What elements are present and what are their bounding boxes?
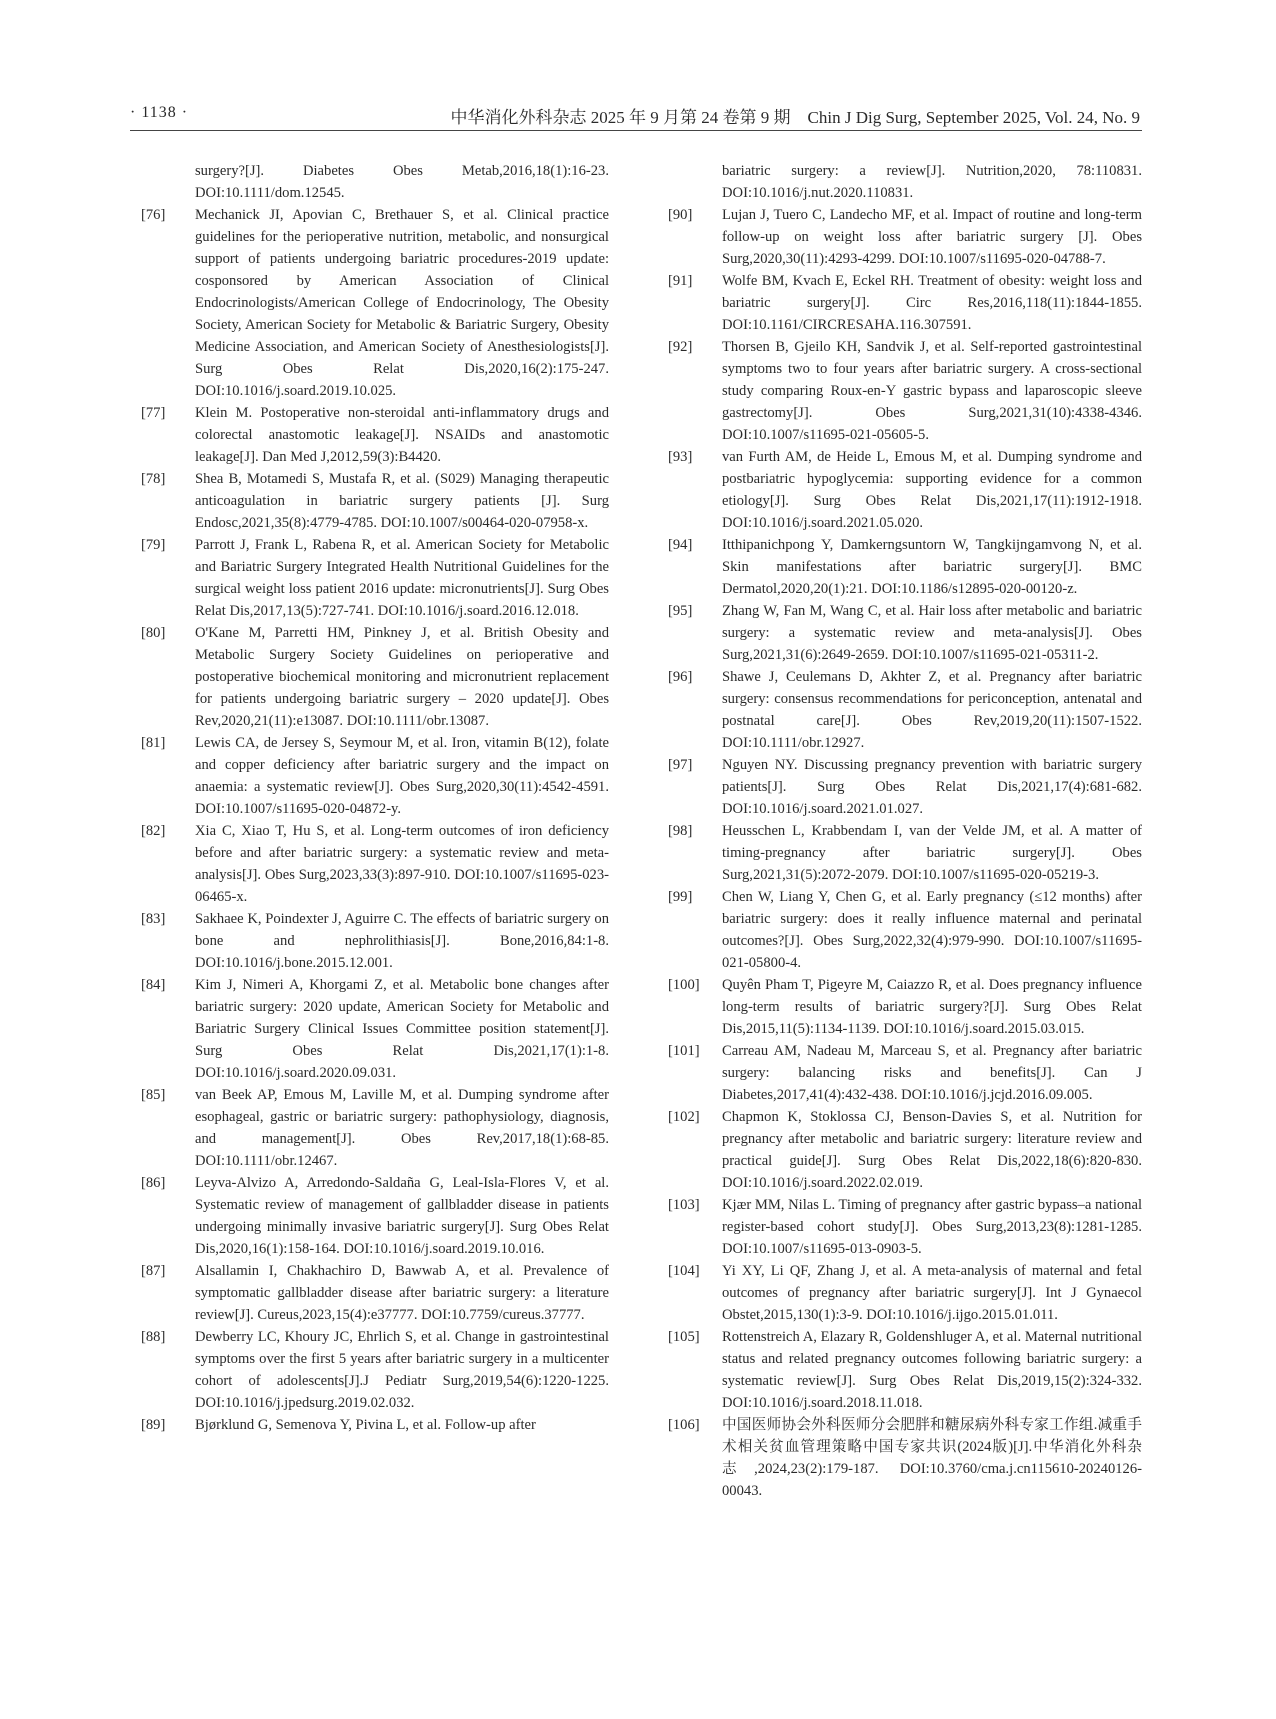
reference-entry xyxy=(141,820,609,908)
reference-entry xyxy=(141,1260,609,1326)
reference-entry xyxy=(668,1414,1142,1502)
reference-number: [84] xyxy=(141,977,166,993)
reference-entry xyxy=(141,732,609,820)
reference-entry xyxy=(668,1194,1142,1260)
reference-number: [103] xyxy=(668,1197,700,1213)
reference-text: van Furth AM, de Heide L, Emous M, et al. Dumping syndrome and postbariatric hypoglycemia: supporting evidence for a common etiology[J]. Surg Obes Relat Dis,2021,17(11):1912-1918. DOI:10.1016/j.soard.2021.05.020. xyxy=(722,449,1142,531)
reference-text: Sakhaee K, Poindexter J, Aguirre C. The effects of bariatric surgery on bone and nephrolithiasis[J]. Bone,2016,84:1-8. DOI:10.1016/j.bone.2015.12.001. xyxy=(195,911,609,971)
reference-text: Carreau AM, Nadeau M, Marceau S, et al. Pregnancy after bariatric surgery: balancing risks and benefits[J]. Can J Diabetes,2017,41(4):432-438. DOI:10.1016/j.jcjd.2016.09.005. xyxy=(722,1043,1142,1103)
reference-number: [91] xyxy=(668,273,693,289)
reference-number: [94] xyxy=(668,537,693,553)
reference-number: [85] xyxy=(141,1087,166,1103)
reference-entry xyxy=(668,820,1142,886)
reference-number: [88] xyxy=(141,1329,166,1345)
reference-text: Heusschen L, Krabbendam I, van der Velde JM, et al. A matter of timing-pregnancy after bariatric surgery[J]. Obes Surg,2021,31(5):2072-2079. DOI:10.1007/s11695-020-05219-3. xyxy=(722,823,1142,883)
reference-entry xyxy=(668,1040,1142,1106)
reference-entry xyxy=(668,666,1142,754)
reference-number: [104] xyxy=(668,1263,700,1279)
reference-entry xyxy=(141,908,609,974)
reference-entry xyxy=(141,1326,609,1414)
reference-number: [83] xyxy=(141,911,166,927)
reference-text: Nguyen NY. Discussing pregnancy prevention with bariatric surgery patients[J]. Surg Obes Relat Dis,2021,17(4):681-682. DOI:10.1016/j.soard.2021.01.027. xyxy=(722,757,1142,817)
reference-text: Yi XY, Li QF, Zhang J, et al. A meta-analysis of maternal and fetal outcomes of pregnancy after bariatric surgery[J]. Int J Gynaecol Obstet,2015,130(1):3-9. DOI:10.1016/j.ijgo.2015.01.011. xyxy=(722,1263,1142,1323)
reference-text: Alsallamin I, Chakhachiro D, Bawwab A, et al. Prevalence of symptomatic gallbladder disease after bariatric surgery: a literature review[J]. Cureus,2023,15(4):e37777. DOI:10.7759/cureus.37777. xyxy=(195,1263,609,1323)
reference-entry xyxy=(141,1172,609,1260)
reference-number: [106] xyxy=(668,1417,700,1433)
reference-number: [92] xyxy=(668,339,693,355)
reference-entry xyxy=(668,754,1142,820)
reference-number: [89] xyxy=(141,1417,166,1433)
reference-text: Wolfe BM, Kvach E, Eckel RH. Treatment of obesity: weight loss and bariatric surgery[J]. Circ Res,2016,118(11):1844-1855. DOI:10.1161/CIRCRESAHA.116.307591. xyxy=(722,273,1142,333)
reference-entry xyxy=(668,336,1142,446)
reference-number: [87] xyxy=(141,1263,166,1279)
reference-number: [86] xyxy=(141,1175,166,1191)
running-header xyxy=(130,100,1142,131)
reference-text: Shawe J, Ceulemans D, Akhter Z, et al. Pregnancy after bariatric surgery: consensus recommendations for periconception, antenatal and postnatal care[J]. Obes Rev,2019,20(11):1507-1522. DOI:10.1111/obr.12927. xyxy=(722,669,1142,751)
reference-entry xyxy=(141,1084,609,1172)
reference-text: O'Kane M, Parretti HM, Pinkney J, et al. British Obesity and Metabolic Surgery Society Guidelines on perioperative and postoperative biochemical monitoring and micronutrient replacement for patients undergoing bariatric surgery – 2020 update[J]. Obes Rev,2020,21(11):e13087. DOI:10.1111/obr.13087. xyxy=(195,625,609,729)
reference-text: Leyva-Alvizo A, Arredondo-Saldaña G, Leal-Isla-Flores V, et al. Systematic review of management of gallbladder disease in patients undergoing minimally invasive bariatric surgery[J]. Surg Obes Relat Dis,2020,16(1):158-164. DOI:10.1016/j.soard.2019.10.016. xyxy=(195,1175,609,1257)
reference-number: [105] xyxy=(668,1329,700,1345)
reference-text: Bjørklund G, Semenova Y, Pivina L, et al. Follow-up after xyxy=(195,1417,536,1433)
reference-entry xyxy=(141,1414,609,1436)
reference-text: Shea B, Motamedi S, Mustafa R, et al. (S029) Managing therapeutic anticoagulation in bariatric surgery patients [J]. Surg Endosc,2021,35(8):4779-4785. DOI:10.1007/s00464-020-07958-x. xyxy=(195,471,609,531)
reference-number: [97] xyxy=(668,757,693,773)
reference-entry xyxy=(668,974,1142,1040)
reference-entry xyxy=(668,886,1142,974)
reference-number: [80] xyxy=(141,625,166,641)
reference-text: Kjær MM, Nilas L. Timing of pregnancy after gastric bypass–a national register-based cohort study[J]. Obes Surg,2013,23(8):1281-1285. DOI:10.1007/s11695-013-0903-5. xyxy=(722,1197,1142,1257)
reference-text: van Beek AP, Emous M, Laville M, et al. Dumping syndrome after esophageal, gastric or bariatric surgery: pathophysiology, diagnosis, and management[J]. Obes Rev,2017,18(1):68-85. DOI:10.1111/obr.12467. xyxy=(195,1087,609,1169)
reference-text: Zhang W, Fan M, Wang C, et al. Hair loss after metabolic and bariatric surgery: a systematic review and meta-analysis[J]. Obes Surg,2021,31(6):2649-2659. DOI:10.1007/s11695-021-05311-2. xyxy=(722,603,1142,663)
references-left-column xyxy=(141,160,609,1436)
reference-number: [102] xyxy=(668,1109,700,1125)
reference-number: [98] xyxy=(668,823,693,839)
reference-number: [96] xyxy=(668,669,693,685)
reference-number: [81] xyxy=(141,735,166,751)
reference-entry xyxy=(668,1106,1142,1194)
reference-text: Xia C, Xiao T, Hu S, et al. Long-term outcomes of iron deficiency before and after bariatric surgery: a systematic review and meta-analysis[J]. Obes Surg,2023,33(3):897-910. DOI:10.1007/s11695-023-06465-x. xyxy=(195,823,609,905)
reference-text: Lewis CA, de Jersey S, Seymour M, et al. Iron, vitamin B(12), folate and copper deficiency after bariatric surgery and the impact on anaemia: a systematic review[J]. Obes Surg,2020,30(11):4542-4591. DOI:10.1007/s11695-020-04872-y. xyxy=(195,735,609,817)
reference-number: [82] xyxy=(141,823,166,839)
reference-entry xyxy=(668,446,1142,534)
reference-text: Chapmon K, Stoklossa CJ, Benson-Davies S, et al. Nutrition for pregnancy after metabolic and bariatric surgery: literature review and practical guide[J]. Surg Obes Relat Dis,2022,18(6):820-830. DOI:10.1016/j.soard.2022.02.019. xyxy=(722,1109,1142,1191)
reference-number: [101] xyxy=(668,1043,700,1059)
reference-entry xyxy=(668,1326,1142,1414)
reference-entry xyxy=(668,270,1142,336)
reference-text: 中国医师协会外科医师分会肥胖和糖尿病外科专家工作组.减重手术相关贫血管理策略中国专家共识(2024版)[J].中华消化外科杂志,2024,23(2):179-187. DOI:10.3760/cma.j.cn115610-20240126-00043. xyxy=(722,1417,1142,1499)
reference-text: Itthipanichpong Y, Damkerngsuntorn W, Tangkijngamvong N, et al. Skin manifestations after bariatric surgery[J]. BMC Dermatol,2020,20(1):21. DOI:10.1186/s12895-020-00120-z. xyxy=(722,537,1142,597)
reference-text: bariatric surgery: a review[J]. Nutrition,2020, 78:110831. DOI:10.1016/j.nut.2020.110831. xyxy=(722,163,1142,201)
reference-number: [99] xyxy=(668,889,693,905)
reference-text: Dewberry LC, Khoury JC, Ehrlich S, et al. Change in gastrointestinal symptoms over the first 5 years after bariatric surgery in a multicenter cohort of adolescents[J].J Pediatr Surg,2019,54(6):1220-1225. DOI:10.1016/j.jpedsurg.2019.02.032. xyxy=(195,1329,609,1411)
references-right-column xyxy=(668,160,1142,1502)
reference-number: [79] xyxy=(141,537,166,553)
reference-text: Chen W, Liang Y, Chen G, et al. Early pregnancy (≤12 months) after bariatric surgery: does it really influence maternal and perinatal outcomes?[J]. Obes Surg,2022,32(4):979-990. DOI:10.1007/s11695-021-05800-4. xyxy=(722,889,1142,971)
reference-text: Quyên Pham T, Pigeyre M, Caiazzo R, et al. Does pregnancy influence long-term results of bariatric surgery?[J]. Surg Obes Relat Dis,2015,11(5):1134-1139. DOI:10.1016/j.soard.2015.03.015. xyxy=(722,977,1142,1037)
reference-number: [100] xyxy=(668,977,700,993)
reference-entry xyxy=(668,1260,1142,1326)
reference-entry xyxy=(668,160,1142,204)
reference-entry xyxy=(141,534,609,622)
reference-entry xyxy=(668,600,1142,666)
journal-citation: 中华消化外科杂志 2025 年 9 月第 24 卷第 9 期 Chin J Dig Surg, September 2025, Vol. 24, No. 9 xyxy=(450,108,1140,127)
reference-entry xyxy=(141,160,609,204)
reference-text: Lujan J, Tuero C, Landecho MF, et al. Impact of routine and long-term follow-up on weight loss after bariatric surgery [J]. Obes Surg,2020,30(11):4293-4299. DOI:10.1007/s11695-020-04788-7. xyxy=(722,207,1142,267)
reference-number: [95] xyxy=(668,603,693,619)
reference-number: [90] xyxy=(668,207,693,223)
reference-entry xyxy=(141,622,609,732)
reference-text: Mechanick JI, Apovian C, Brethauer S, et al. Clinical practice guidelines for the perioperative nutrition, metabolic, and nonsurgical support of patients undergoing bariatric procedures-2019 update: cosponsored by American Association of Clinical Endocrinologists/American College of Endocrinology, The Obesity Society, American Society for Metabolic & Bariatric Surgery, Obesity Medicine Association, and American Society of Anesthesiologists[J]. Surg Obes Relat Dis,2020,16(2):175-247. DOI:10.1016/j.soard.2019.10.025. xyxy=(195,207,609,399)
reference-number: [93] xyxy=(668,449,693,465)
reference-number: [78] xyxy=(141,471,166,487)
reference-text: Kim J, Nimeri A, Khorgami Z, et al. Metabolic bone changes after bariatric surgery: 2020 update, American Society for Metabolic and Bariatric Surgery Clinical Issues Committee position statement[J]. Surg Obes Relat Dis,2021,17(1):1-8. DOI:10.1016/j.soard.2020.09.031. xyxy=(195,977,609,1081)
reference-text: Rottenstreich A, Elazary R, Goldenshluger A, et al. Maternal nutritional status and related pregnancy outcomes following bariatric surgery: a systematic review[J]. Surg Obes Relat Dis,2019,15(2):324-332. DOI:10.1016/j.soard.2018.11.018. xyxy=(722,1329,1142,1411)
reference-number: [76] xyxy=(141,207,166,223)
reference-text: Thorsen B, Gjeilo KH, Sandvik J, et al. Self-reported gastrointestinal symptoms two to four years after bariatric surgery. A cross-sectional study comparing Roux-en-Y gastric bypass and laparoscopic sleeve gastrectomy[J]. Obes Surg,2021,31(10):4338-4346. DOI:10.1007/s11695-021-05605-5. xyxy=(722,339,1142,443)
page-number: · 1138 · xyxy=(130,104,189,121)
reference-entry xyxy=(141,402,609,468)
reference-entry xyxy=(141,468,609,534)
reference-text: surgery?[J]. Diabetes Obes Metab,2016,18(1):16-23. DOI:10.1111/dom.12545. xyxy=(195,163,609,201)
reference-entry xyxy=(141,974,609,1084)
reference-entry xyxy=(668,534,1142,600)
reference-number: [77] xyxy=(141,405,166,421)
reference-text: Parrott J, Frank L, Rabena R, et al. American Society for Metabolic and Bariatric Surgery Integrated Health Nutritional Guidelines for the surgical weight loss patient 2016 update: micronutrients[J]. Surg Obes Relat Dis,2017,13(5):727-741. DOI:10.1016/j.soard.2016.12.018. xyxy=(195,537,609,619)
reference-entry xyxy=(668,204,1142,270)
reference-text: Klein M. Postoperative non-steroidal anti-inflammatory drugs and colorectal anastomotic leakage[J]. NSAIDs and anastomotic leakage[J]. Dan Med J,2012,59(3):B4420. xyxy=(195,405,609,465)
reference-entry xyxy=(141,204,609,402)
